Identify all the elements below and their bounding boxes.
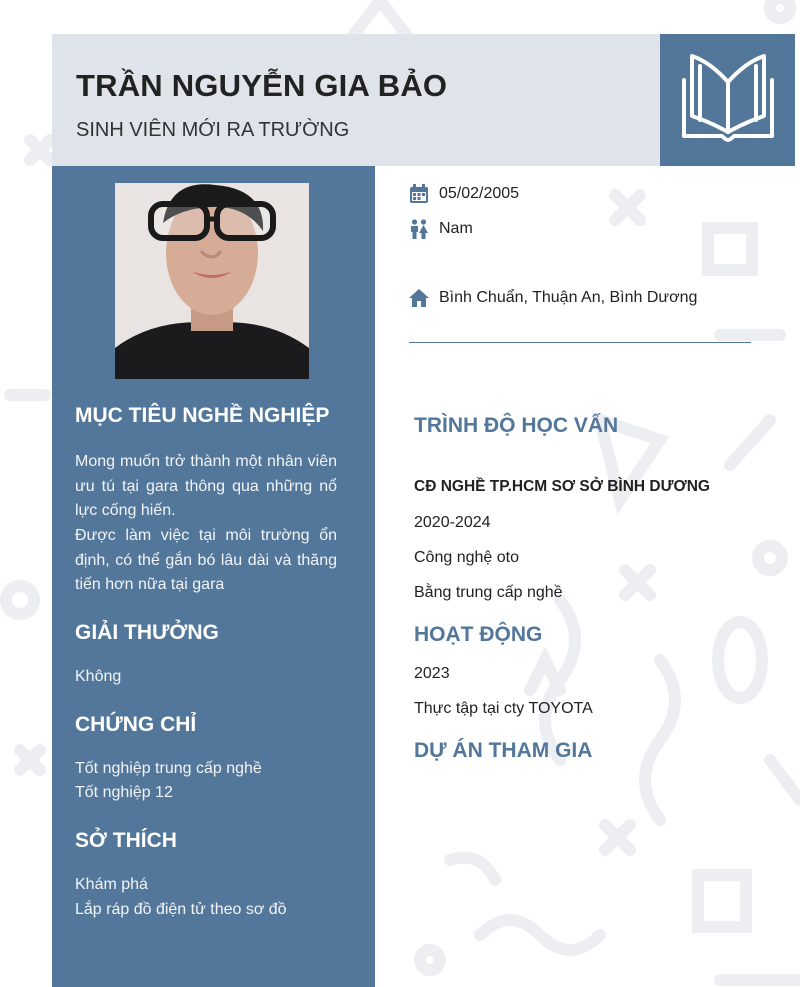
calendar-icon [409,183,431,205]
home-icon [409,287,431,309]
info-divider [409,342,751,343]
hobby-item: Khám phá [75,876,148,893]
profile-photo [115,183,309,379]
gender-row [409,217,473,241]
career-objective-title: MỤC TIÊU NGHỀ NGHIỆP [75,404,330,427]
candidate-subtitle: SINH VIÊN MỚI RA TRƯỜNG [76,119,350,141]
header [52,34,660,166]
education-degree: Bằng trung cấp nghề [414,584,563,601]
certificates-title: CHỨNG CHỈ [75,713,197,736]
certificate-item: Tốt nghiệp 12 [75,784,173,801]
activity-year: 2023 [414,665,450,682]
hobbies-title: SỞ THÍCH [75,829,177,852]
logo-box [660,34,795,166]
address-value: Bình Chuẩn, Thuận An, Bình Dương [439,289,698,306]
people-icon [409,218,431,240]
awards-title: GIẢI THƯỞNG [75,621,219,644]
hobby-item: Lắp ráp đồ điện tử theo sơ đồ [75,901,287,918]
birthday-value: 05/02/2005 [439,185,520,202]
left-column [52,166,375,987]
education-title: TRÌNH ĐỘ HỌC VẤN [414,414,619,437]
certificate-item: Tốt nghiệp trung cấp nghề [75,760,262,777]
education-major: Công nghệ oto [414,549,519,566]
address-row [409,286,697,310]
projects-title: DỰ ÁN THAM GIA [414,739,593,762]
career-objective-paragraph-1: Mong muốn trở thành một nhân viên ưu tú tại gara thông qua những nổ lực cống hiến. [75,453,337,519]
education-school: CĐ NGHỀ TP.HCM SƠ SỞ BÌNH DƯƠNG [414,478,710,495]
education-years: 2020-2024 [414,514,491,531]
open-book-icon [680,52,776,144]
birthday-row [409,182,519,206]
activities-title: HOẠT ĐỘNG [414,623,543,646]
career-objective-paragraph-2: Được làm việc tại môi trường ổn định, có thể gắn bó lâu dài và thăng tiến hơn nữa tại gara [75,527,337,593]
gender-value: Nam [439,220,473,237]
awards-item: Không [75,668,122,685]
right-column [375,166,800,987]
candidate-name: TRẦN NGUYỄN GIA BẢO [76,68,448,103]
activity-description: Thực tập tại cty TOYOTA [414,700,593,717]
